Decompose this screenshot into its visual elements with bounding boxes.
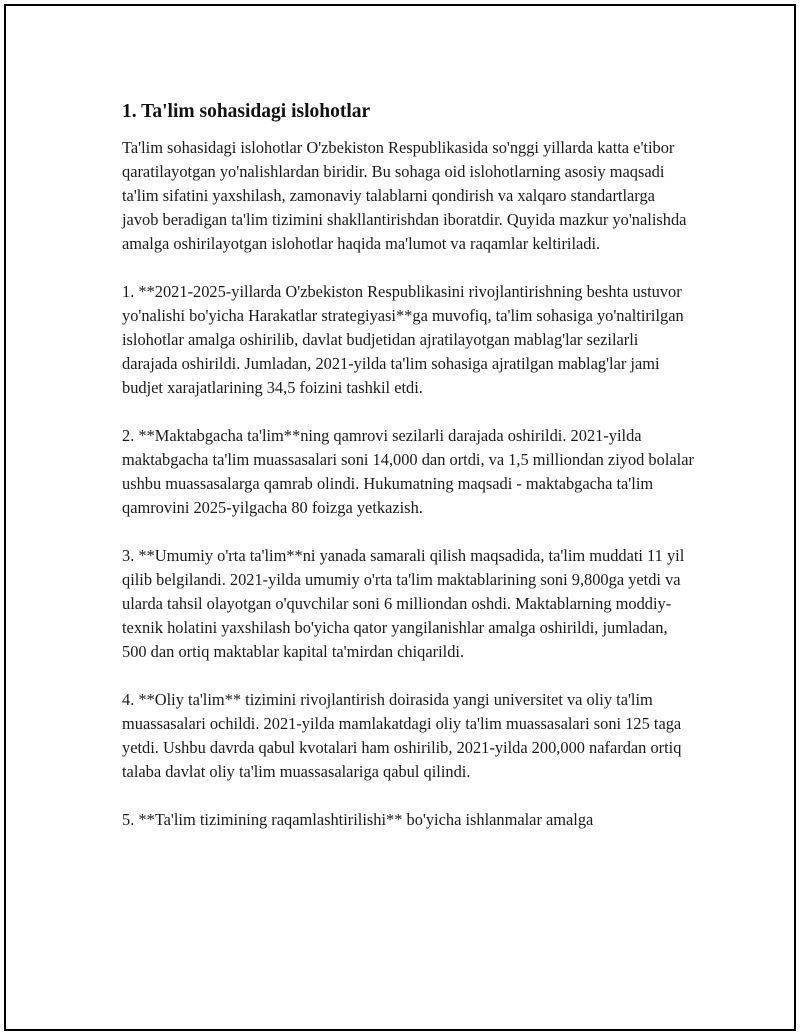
paragraph-item-5: 5. **Ta'lim tizimining raqamlashtirilishi** bo'yicha ishlanmalar amalga bbox=[122, 810, 594, 829]
document-page bbox=[4, 4, 796, 1031]
document-body bbox=[122, 98, 694, 856]
paragraph-item-1: 1. **2021-2025-yillarda O'zbekiston Respublikasini rivojlantirishning beshta ustuvor yo'nalishi bo'yicha Harakatlar strategiyasi**ga muvofiq, ta'lim sohasiga yo'naltirilgan islohotlar amalga oshirilib, davlat budjetidan ajratilayotgan mablag'lar sezilarli darajada oshirildi. Jumladan, 2021-yilda ta'lim sohasiga ajratilgan mablag'lar jami budjet xarajatlarining 34,5 foizini tashkil etdi. bbox=[122, 282, 684, 397]
paragraph-item-4: 4. **Oliy ta'lim** tizimini rivojlantirish doirasida yangi universitet va oliy ta'lim muassasalari ochildi. 2021-yilda mamlakatdagi oliy ta'lim muassasalari soni 125 taga yetdi. Ushbu davrda qabul kvotalari ham oshirilib, 2021-yilda 200,000 nafardan ortiq talaba davlat oliy ta'lim muassasalariga qabul qilindi. bbox=[122, 690, 682, 781]
paragraph-item-3: 3. **Umumiy o'rta ta'lim**ni yanada samarali qilish maqsadida, ta'lim muddati 11 yil qilib belgilandi. 2021-yilda umumiy o'rta ta'lim maktablarining soni 9,800ga yetdi va ularda tahsil olayotgan o'quvchilar soni 6 milliondan oshdi. Maktablarning moddiy-texnik holatini yaxshilash bo'yicha qator yangilanishlar amalga oshirildi, jumladan, 500 dan ortiq maktablar kapital ta'mirdan chiqarildi. bbox=[122, 546, 685, 661]
intro-paragraph: Ta'lim sohasidagi islohotlar O'zbekiston Respublikasida so'nggi yillarda katta e'tibor qaratilayotgan yo'nalishlardan biridir. Bu sohaga oid islohotlarning asosiy maqsadi ta'lim sifatini yaxshilash, zamonaviy talablarni qondirish va xalqaro standartlarga javob beradigan ta'lim tizimini shakllantirishdan iboratdir. Quyida mazkur yo'nalishda amalga oshirilayotgan islohotlar haqida ma'lumot va raqamlar keltiriladi. bbox=[122, 138, 687, 253]
paragraph-item-2: 2. **Maktabgacha ta'lim**ning qamrovi sezilarli darajada oshirildi. 2021-yilda maktabgacha ta'lim muassasalari soni 14,000 dan ortdi, va 1,5 milliondan ziyod bolalar ushbu muassasalarga qamrab olindi. Hukumatning maqsadi - maktabgacha ta'lim qamrovini 2025-yilgacha 80 foizga yetkazish. bbox=[122, 426, 694, 517]
section-heading: 1. Ta'lim sohasidagi islohotlar bbox=[122, 101, 371, 122]
